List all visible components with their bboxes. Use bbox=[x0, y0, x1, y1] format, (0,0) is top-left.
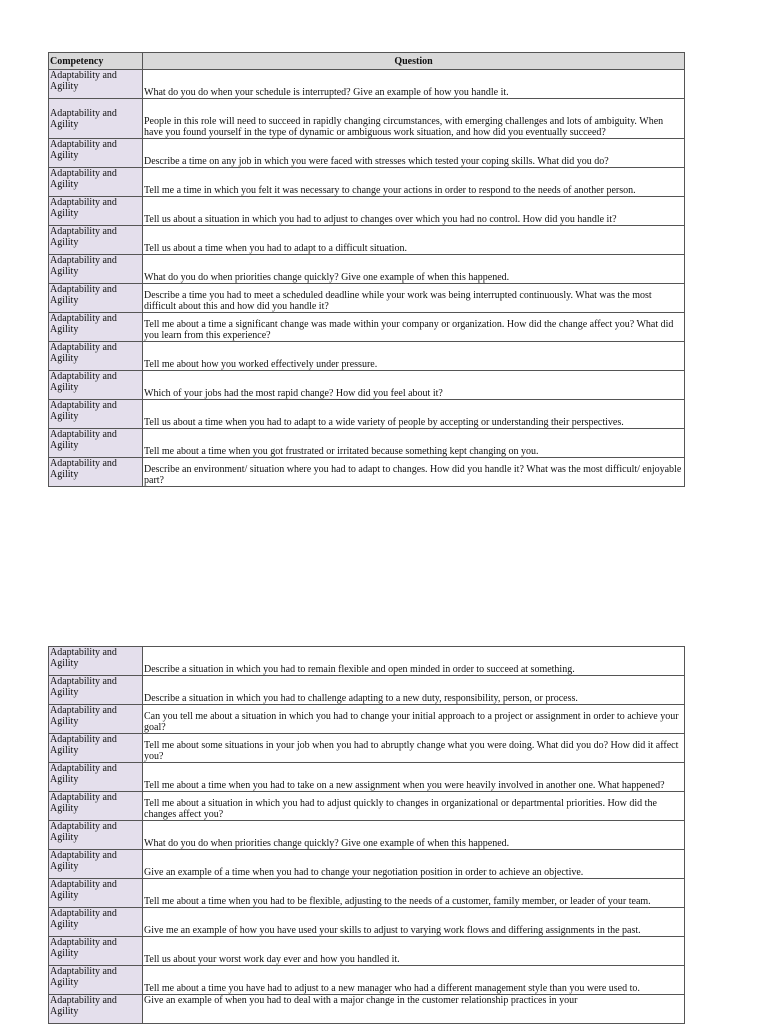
table-row bbox=[49, 226, 685, 255]
table-row bbox=[49, 255, 685, 284]
question-cell: Tell me about a time when you got frustrated or irritated because something kept changing on you. bbox=[143, 429, 685, 458]
question-cell: What do you do when your schedule is interrupted? Give an example of how you handle it. bbox=[143, 70, 685, 99]
questions-table-top bbox=[48, 52, 685, 487]
competency-cell: Adaptability and Agility bbox=[49, 792, 143, 821]
table-row bbox=[49, 284, 685, 313]
competency-cell: Adaptability and Agility bbox=[49, 70, 143, 99]
table-row bbox=[49, 763, 685, 792]
competency-cell: Adaptability and Agility bbox=[49, 734, 143, 763]
competency-cell: Adaptability and Agility bbox=[49, 197, 143, 226]
question-cell: Describe a situation in which you had to remain flexible and open minded in order to succeed at something. bbox=[143, 647, 685, 676]
question-cell: What do you do when priorities change quickly? Give one example of when this happened. bbox=[143, 255, 685, 284]
competency-cell: Adaptability and Agility bbox=[49, 676, 143, 705]
table-row bbox=[49, 850, 685, 879]
table-row bbox=[49, 371, 685, 400]
question-cell: Can you tell me about a situation in which you had to change your initial approach to a project or assignment in order to achieve your goal? bbox=[143, 705, 685, 734]
question-column-header: Question bbox=[143, 53, 685, 70]
question-cell: Give an example of a time when you had to change your negotiation position in order to achieve an objective. bbox=[143, 850, 685, 879]
competency-cell: Adaptability and Agility bbox=[49, 647, 143, 676]
competency-cell: Adaptability and Agility bbox=[49, 705, 143, 734]
table-row bbox=[49, 966, 685, 995]
competency-cell: Adaptability and Agility bbox=[49, 99, 143, 139]
competency-cell: Adaptability and Agility bbox=[49, 255, 143, 284]
competency-cell: Adaptability and Agility bbox=[49, 879, 143, 908]
table-row bbox=[49, 908, 685, 937]
table-row bbox=[49, 705, 685, 734]
question-cell: Give me an example of how you have used your skills to adjust to varying work flows and differing assignments in the past. bbox=[143, 908, 685, 937]
question-cell: Tell me about a time when you had to be flexible, adjusting to the needs of a customer, family member, or leader of your team. bbox=[143, 879, 685, 908]
question-cell: Tell us about a situation in which you had to adjust to changes over which you had no control. How did you handle it? bbox=[143, 197, 685, 226]
table-row bbox=[49, 995, 685, 1024]
question-cell: Tell us about a time when you had to adapt to a difficult situation. bbox=[143, 226, 685, 255]
question-cell: What do you do when priorities change quickly? Give one example of when this happened. bbox=[143, 821, 685, 850]
question-cell: Describe an environment/ situation where you had to adapt to changes. How did you handle it? What was the most difficult/ enjoyable part? bbox=[143, 458, 685, 487]
question-cell: Tell me about a time a significant change was made within your company or organization. How did the change affect you? What did you learn from this experience? bbox=[143, 313, 685, 342]
table-row bbox=[49, 734, 685, 763]
competency-cell: Adaptability and Agility bbox=[49, 139, 143, 168]
question-cell: People in this role will need to succeed in rapidly changing circumstances, with emerging challenges and lots of ambiguity. When have you found yourself in the type of dynamic or ambiguous work situation, and how did you eventually succeed? bbox=[143, 99, 685, 139]
table-row bbox=[49, 879, 685, 908]
question-cell: Describe a situation in which you had to challenge adapting to a new duty, responsibility, person, or process. bbox=[143, 676, 685, 705]
competency-cell: Adaptability and Agility bbox=[49, 458, 143, 487]
competency-cell: Adaptability and Agility bbox=[49, 763, 143, 792]
table-row bbox=[49, 70, 685, 99]
table-row bbox=[49, 313, 685, 342]
table-row bbox=[49, 429, 685, 458]
table-row bbox=[49, 139, 685, 168]
question-cell: Tell me about a time you have had to adjust to a new manager who had a different management style than you were used to. bbox=[143, 966, 685, 995]
table-row bbox=[49, 168, 685, 197]
question-cell: Tell me about some situations in your job when you had to abruptly change what you were doing. What did you do? How did it affect you? bbox=[143, 734, 685, 763]
table-row bbox=[49, 400, 685, 429]
table-row bbox=[49, 647, 685, 676]
question-cell: Describe a time on any job in which you were faced with stresses which tested your coping skills. What did you do? bbox=[143, 139, 685, 168]
competency-cell: Adaptability and Agility bbox=[49, 168, 143, 197]
competency-cell: Adaptability and Agility bbox=[49, 226, 143, 255]
table-row bbox=[49, 937, 685, 966]
table-row bbox=[49, 99, 685, 139]
competency-cell: Adaptability and Agility bbox=[49, 284, 143, 313]
question-cell: Describe a time you had to meet a scheduled deadline while your work was being interrupted continuously. What was the most difficult about this and how did you handle it? bbox=[143, 284, 685, 313]
competency-cell: Adaptability and Agility bbox=[49, 400, 143, 429]
competency-cell: Adaptability and Agility bbox=[49, 908, 143, 937]
table-row bbox=[49, 342, 685, 371]
competency-cell: Adaptability and Agility bbox=[49, 995, 143, 1024]
competency-column-header: Competency bbox=[49, 53, 143, 70]
question-cell: Tell us about a time when you had to adapt to a wide variety of people by accepting or understanding their perspectives. bbox=[143, 400, 685, 429]
questions-table-bottom bbox=[48, 646, 685, 1024]
table-row bbox=[49, 676, 685, 705]
question-cell: Tell me a time in which you felt it was necessary to change your actions in order to respond to the needs of another person. bbox=[143, 168, 685, 197]
table-header-row bbox=[49, 53, 685, 70]
competency-cell: Adaptability and Agility bbox=[49, 850, 143, 879]
competency-cell: Adaptability and Agility bbox=[49, 313, 143, 342]
table-row bbox=[49, 197, 685, 226]
question-cell: Tell us about your worst work day ever and how you handled it. bbox=[143, 937, 685, 966]
question-cell: Give an example of when you had to deal with a major change in the customer relationship practices in your bbox=[143, 995, 685, 1024]
table-row bbox=[49, 821, 685, 850]
competency-cell: Adaptability and Agility bbox=[49, 342, 143, 371]
question-cell: Tell me about a situation in which you had to adjust quickly to changes in organizational or departmental priorities. How did the changes affect you? bbox=[143, 792, 685, 821]
competency-cell: Adaptability and Agility bbox=[49, 937, 143, 966]
table-row bbox=[49, 792, 685, 821]
question-cell: Which of your jobs had the most rapid change? How did you feel about it? bbox=[143, 371, 685, 400]
question-cell: Tell me about a time when you had to take on a new assignment when you were heavily involved in another one. What happened? bbox=[143, 763, 685, 792]
competency-cell: Adaptability and Agility bbox=[49, 371, 143, 400]
competency-cell: Adaptability and Agility bbox=[49, 821, 143, 850]
question-cell: Tell me about how you worked effectively under pressure. bbox=[143, 342, 685, 371]
competency-cell: Adaptability and Agility bbox=[49, 966, 143, 995]
table-row bbox=[49, 458, 685, 487]
competency-cell: Adaptability and Agility bbox=[49, 429, 143, 458]
